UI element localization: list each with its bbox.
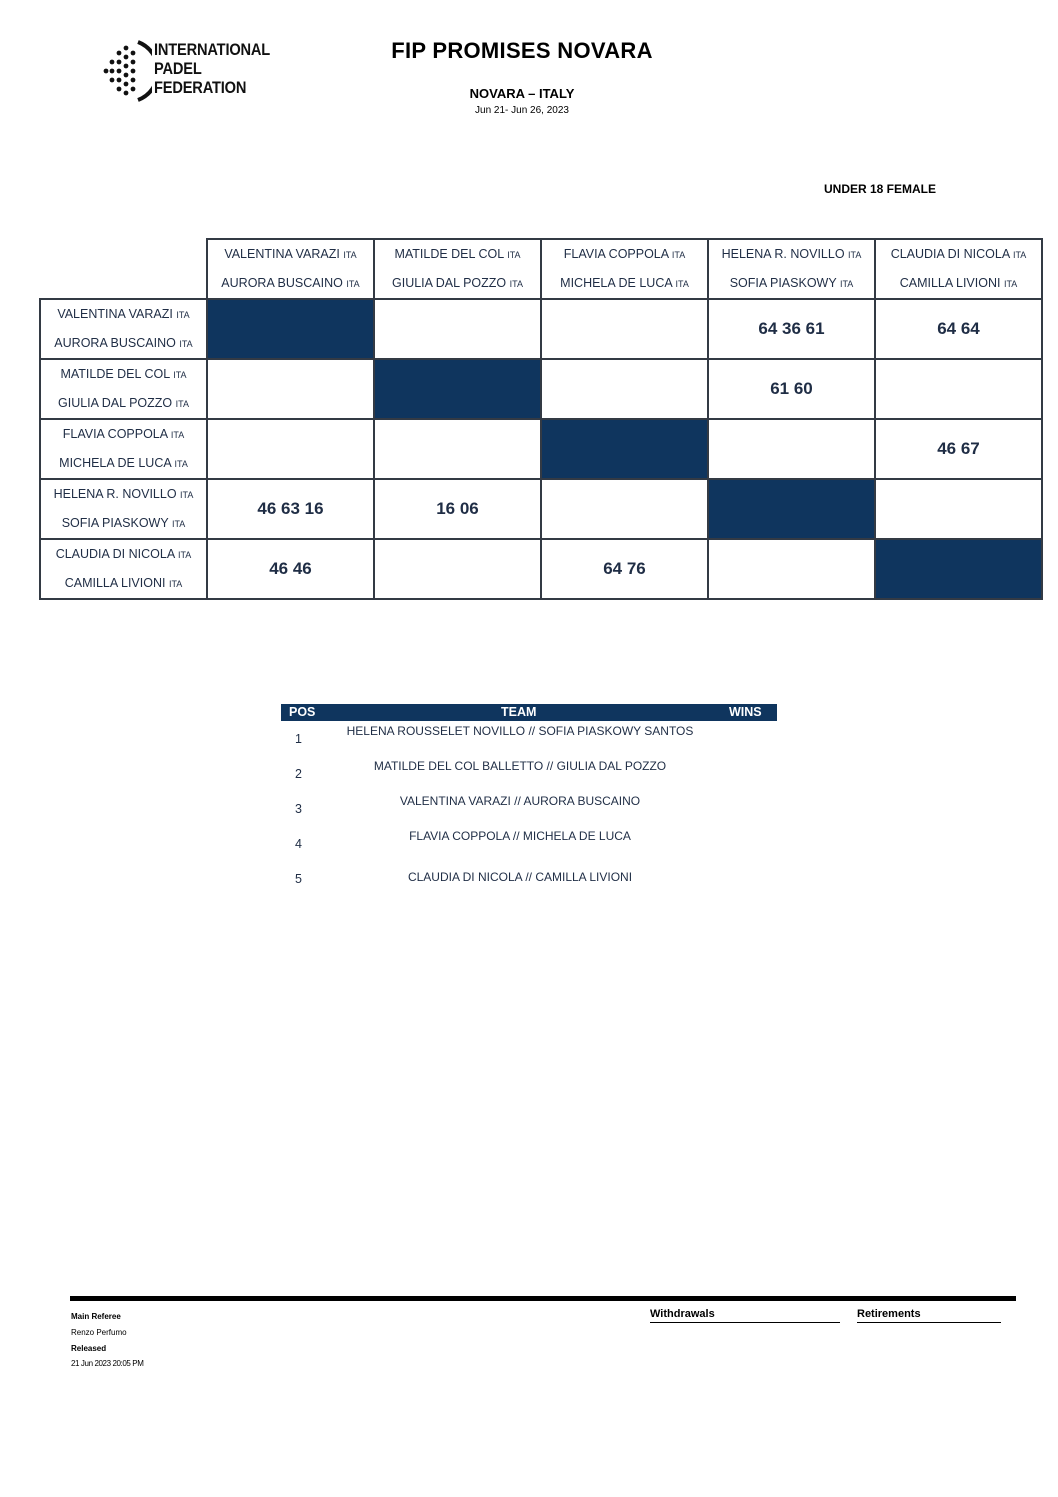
nationality: ITA [509, 279, 523, 289]
row-team [40, 539, 207, 599]
standings-row [281, 756, 777, 791]
diagonal-cell [875, 539, 1042, 599]
standings-row [281, 861, 777, 896]
released-time: 21 Jun 2023 20:05 PM [71, 1359, 144, 1368]
position: 4 [295, 837, 302, 851]
withdrawals-underline [650, 1322, 840, 1323]
logo-line: FEDERATION [154, 78, 247, 97]
released-label: Released [71, 1344, 107, 1353]
player-name: FLAVIA COPPOLA [62, 427, 168, 441]
column-team [708, 239, 875, 299]
standings-header [281, 704, 777, 721]
grid-row [40, 419, 1042, 479]
match-score: 46 63 16 [257, 499, 324, 518]
score-cell [207, 539, 374, 599]
player-name: AURORA BUSCAINO [221, 276, 343, 290]
match-score: 64 36 61 [758, 319, 825, 338]
category-label: UNDER 18 FEMALE [824, 182, 937, 196]
standings-row [281, 721, 777, 756]
standings-table [281, 704, 777, 896]
logo-line: PADEL [154, 59, 202, 78]
grid-corner [40, 239, 207, 299]
team-name: HELENA ROUSSELET NOVILLO // SOFIA PIASKOWY SANTOS [346, 724, 694, 738]
player-name: VALENTINA VARAZI [57, 307, 173, 321]
player-name: FLAVIA COPPOLA [563, 247, 669, 261]
player-name: CLAUDIA DI NICOLA [55, 547, 175, 561]
nationality: ITA [175, 399, 189, 409]
nationality: ITA [173, 370, 187, 380]
player-name: MICHELA DE LUCA [560, 276, 672, 290]
score-cell [708, 359, 875, 419]
player-name: CAMILLA LIVIONI [899, 276, 1001, 290]
nationality: ITA [1003, 279, 1018, 289]
page-title: FIP PROMISES NOVARA [391, 38, 653, 63]
diagonal-cell [541, 419, 708, 479]
grid-row [40, 359, 1042, 419]
event-location: NOVARA – ITALY [469, 86, 575, 101]
event-dates: Jun 21- Jun 26, 2023 [475, 105, 569, 116]
score-cell [207, 359, 374, 419]
column-team [541, 239, 708, 299]
nationality: ITA [170, 430, 185, 440]
team-header: TEAM [501, 705, 537, 719]
nationality: ITA [177, 550, 192, 560]
team-name: FLAVIA COPPOLA // MICHELA DE LUCA [409, 829, 631, 843]
score-cell [875, 299, 1042, 359]
player-name: GIULIA DAL POZZO [58, 396, 173, 410]
row-team [40, 419, 207, 479]
grid-header-row [40, 239, 1042, 299]
nationality: ITA [174, 459, 188, 469]
team-name: MATILDE DEL COL BALLETTO // GIULIA DAL POZZO [373, 759, 667, 773]
player-name: GIULIA DAL POZZO [392, 276, 507, 290]
score-cell [708, 419, 875, 479]
nationality: ITA [675, 279, 689, 289]
grid-row [40, 299, 1042, 359]
referee-label: Main Referee [71, 1312, 121, 1321]
player-name: AURORA BUSCAINO [54, 336, 176, 350]
footer-divider [70, 1296, 1016, 1301]
score-cell [207, 419, 374, 479]
score-cell [541, 359, 708, 419]
player-name: MATILDE DEL COL [60, 367, 170, 381]
team-name: CLAUDIA DI NICOLA // CAMILLA LIVIONI [407, 870, 633, 884]
withdrawals-label: Withdrawals [650, 1308, 715, 1320]
column-team [207, 239, 374, 299]
nationality: ITA [346, 279, 360, 289]
standings-row [281, 826, 777, 861]
match-score: 46 46 [269, 559, 312, 578]
player-name: SOFIA PIASKOWY [729, 276, 837, 290]
position: 5 [295, 872, 302, 886]
player-name: MICHELA DE LUCA [59, 456, 171, 470]
player-name: HELENA R. NOVILLO [53, 487, 177, 501]
row-team [40, 479, 207, 539]
score-cell [207, 479, 374, 539]
score-cell [541, 479, 708, 539]
column-team [875, 239, 1042, 299]
score-cell [541, 539, 708, 599]
nationality: ITA [1012, 250, 1027, 260]
team-name: VALENTINA VARAZI // AURORA BUSCAINO [399, 794, 641, 808]
match-score: 61 60 [770, 379, 813, 398]
position: 2 [295, 767, 302, 781]
score-cell [374, 539, 541, 599]
nationality: ITA [343, 250, 357, 260]
score-cell [708, 539, 875, 599]
score-cell [374, 479, 541, 539]
score-cell [374, 419, 541, 479]
standings-row [281, 791, 777, 826]
grid-row [40, 539, 1042, 599]
match-score: 64 76 [603, 559, 646, 578]
nationality: ITA [171, 519, 186, 529]
nationality: ITA [176, 310, 190, 320]
player-name: MATILDE DEL COL [394, 247, 504, 261]
player-name: CLAUDIA DI NICOLA [890, 247, 1010, 261]
player-name: CAMILLA LIVIONI [64, 576, 166, 590]
nationality: ITA [848, 250, 862, 260]
score-cell [875, 359, 1042, 419]
pos-header: POS [289, 705, 316, 719]
row-team [40, 359, 207, 419]
column-team [374, 239, 541, 299]
diagonal-cell [708, 479, 875, 539]
player-name: HELENA R. NOVILLO [721, 247, 845, 261]
match-score: 46 67 [937, 439, 980, 458]
row-team [40, 299, 207, 359]
referee-name: Renzo Perfumo [71, 1328, 127, 1337]
score-cell [708, 299, 875, 359]
diagonal-cell [207, 299, 374, 359]
match-score: 64 64 [937, 319, 980, 338]
player-name: SOFIA PIASKOWY [61, 516, 169, 530]
score-cell [875, 419, 1042, 479]
nationality: ITA [180, 490, 194, 500]
score-cell [374, 299, 541, 359]
diagonal-cell [374, 359, 541, 419]
retirements-underline [857, 1322, 1001, 1323]
round-robin-grid [39, 238, 1043, 600]
retirements-label: Retirements [857, 1308, 921, 1320]
nationality: ITA [671, 250, 686, 260]
score-cell [541, 299, 708, 359]
nationality: ITA [839, 279, 854, 289]
player-name: VALENTINA VARAZI [224, 247, 340, 261]
position: 3 [295, 802, 302, 816]
nationality: ITA [179, 339, 193, 349]
score-cell [875, 479, 1042, 539]
nationality: ITA [507, 250, 521, 260]
position: 1 [295, 732, 302, 746]
nationality: ITA [168, 579, 183, 589]
logo-line: INTERNATIONAL [154, 40, 271, 59]
match-score: 16 06 [436, 499, 479, 518]
wins-header: WINS [729, 705, 762, 719]
grid-row [40, 479, 1042, 539]
